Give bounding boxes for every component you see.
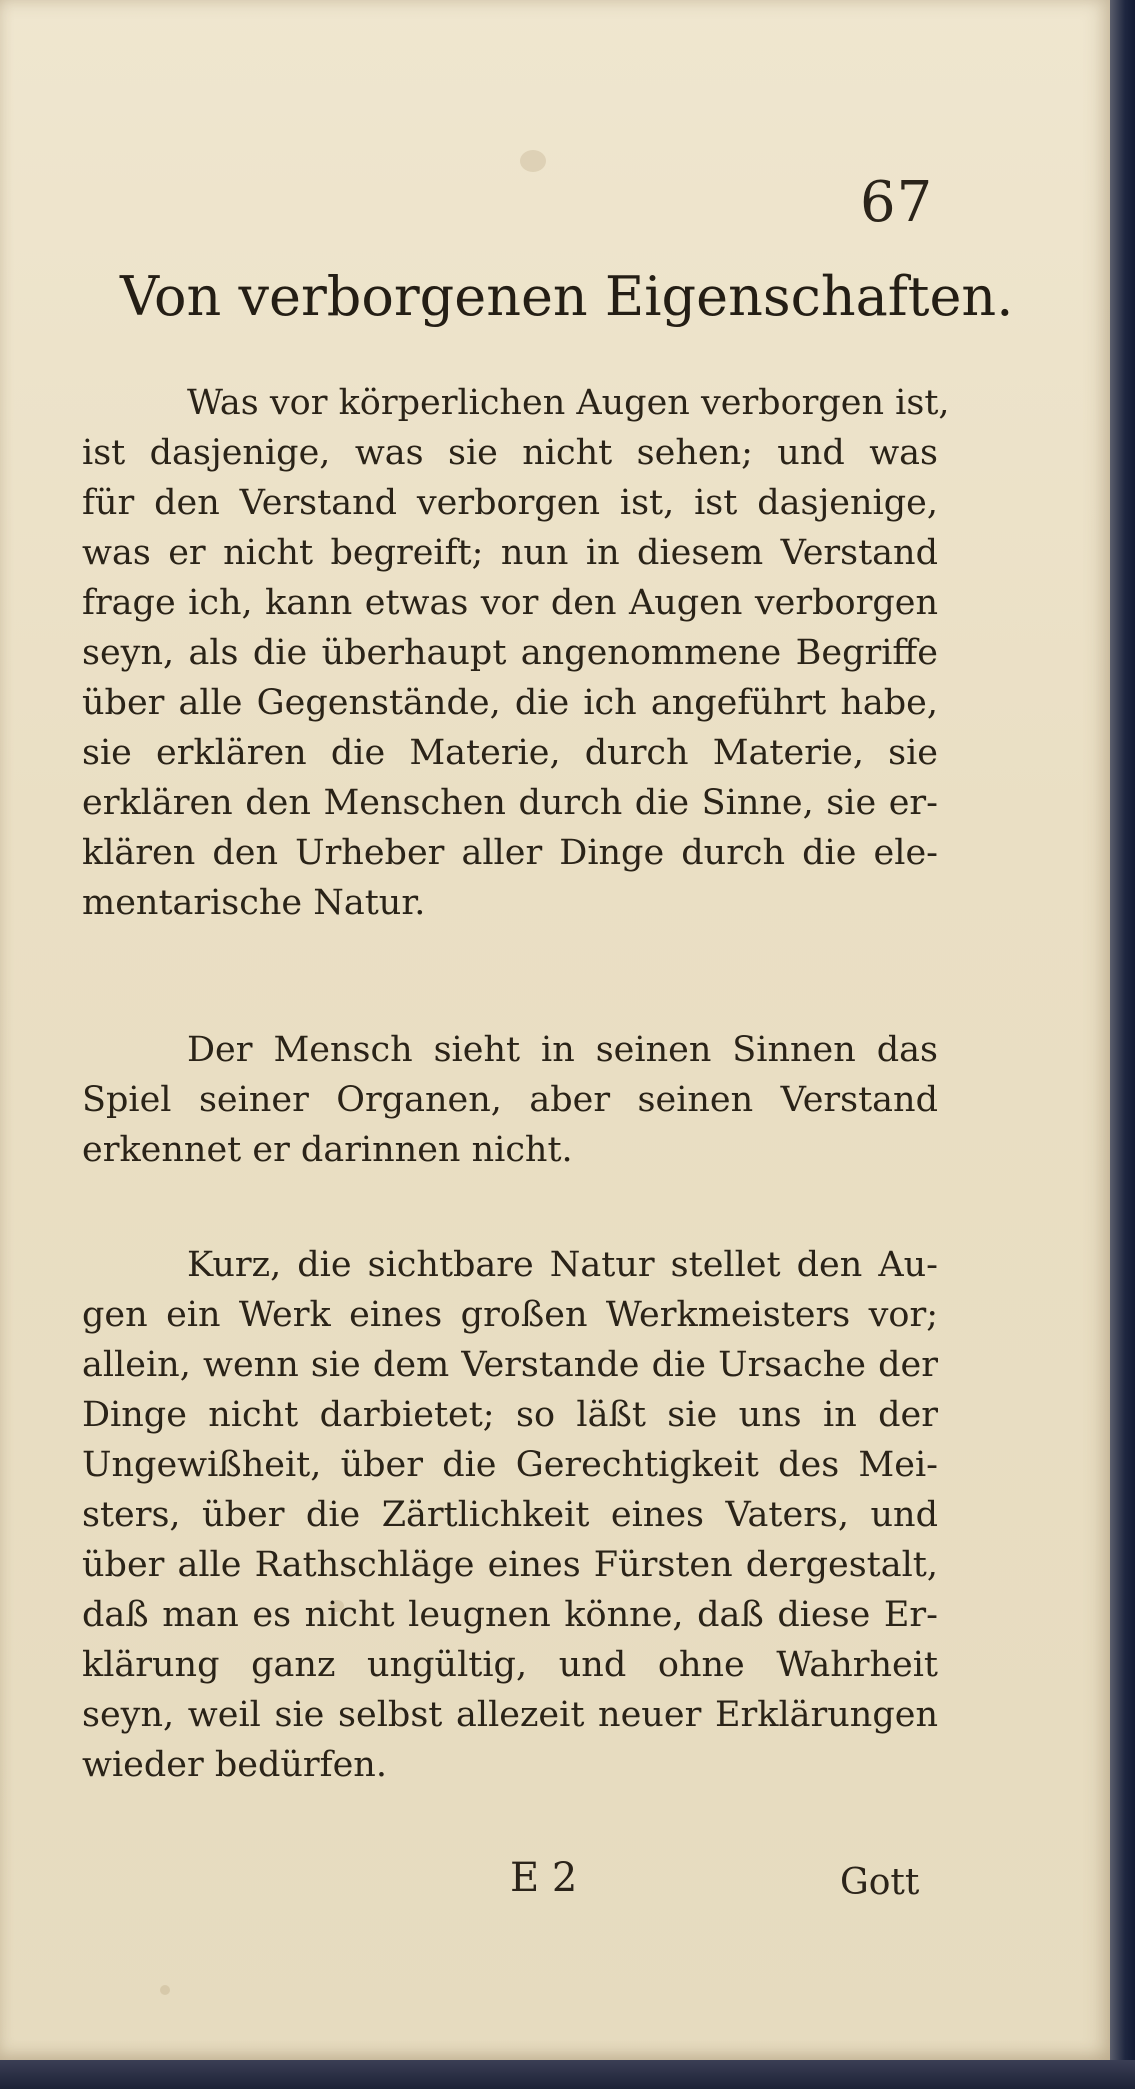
text-line: über alle Rathschläge eines Fürsten dergestalt,: [82, 1545, 938, 1585]
book-edge: [1110, 0, 1135, 2089]
text-line: klären den Urheber aller Dinge durch die ele-: [82, 833, 938, 873]
text-line: erklären den Menschen durch die Sinne, sie er-: [82, 783, 938, 823]
text-line: Ungewißheit, über die Gerechtigkeit des Mei-: [82, 1445, 938, 1485]
paragraph-1: [82, 378, 950, 928]
text-line: frage ich, kann etwas vor den Augen verborgen: [82, 583, 938, 623]
background-strip: [0, 2060, 1135, 2089]
paragraph-3: [82, 1240, 938, 1790]
text-line: Was vor körperlichen Augen verborgen ist,: [187, 383, 950, 423]
text-line: über alle Gegenstände, die ich angeführt habe,: [82, 683, 938, 723]
paragraph-2: [82, 1025, 938, 1175]
text-line: mentarische Natur.: [82, 883, 426, 923]
catchword: Gott: [840, 1862, 920, 1903]
paper-stain: [520, 150, 546, 172]
chapter-heading: Von verborgenen Eigenschaften.: [120, 265, 1014, 328]
paper-stain: [160, 1985, 170, 1995]
text-line: wieder bedürfen.: [82, 1745, 387, 1785]
text-line: gen ein Werk eines großen Werkmeisters vor;: [82, 1295, 938, 1335]
text-line: was er nicht begreift; nun in diesem Verstand: [82, 533, 938, 573]
text-line: Spiel seiner Organen, aber seinen Verstand: [82, 1080, 938, 1120]
text-line: sie erklären die Materie, durch Materie, sie: [82, 733, 938, 773]
text-line: sters, über die Zärtlichkeit eines Vaters, und: [82, 1495, 938, 1535]
text-line: Der Mensch sieht in seinen Sinnen das: [187, 1030, 938, 1070]
text-line: seyn, weil sie selbst allezeit neuer Erklärungen: [82, 1695, 938, 1735]
signature-mark: E 2: [510, 1855, 578, 1901]
text-line: ist dasjenige, was sie nicht sehen; und was: [82, 433, 938, 473]
text-line: allein, wenn sie dem Verstande die Ursache der: [82, 1345, 938, 1385]
text-line: seyn, als die überhaupt angenommene Begriffe: [82, 633, 938, 673]
text-line: Dinge nicht darbietet; so läßt sie uns in der: [82, 1395, 938, 1435]
text-line: für den Verstand verborgen ist, ist dasjenige,: [82, 483, 938, 523]
text-line: daß man es nicht leugnen könne, daß diese Er-: [82, 1595, 938, 1635]
text-line: klärung ganz ungültig, und ohne Wahrheit: [82, 1645, 938, 1685]
text-line: Kurz, die sichtbare Natur stellet den Au-: [187, 1245, 938, 1285]
page-number: 67: [860, 170, 934, 235]
text-line: erkennet er darinnen nicht.: [82, 1130, 573, 1170]
